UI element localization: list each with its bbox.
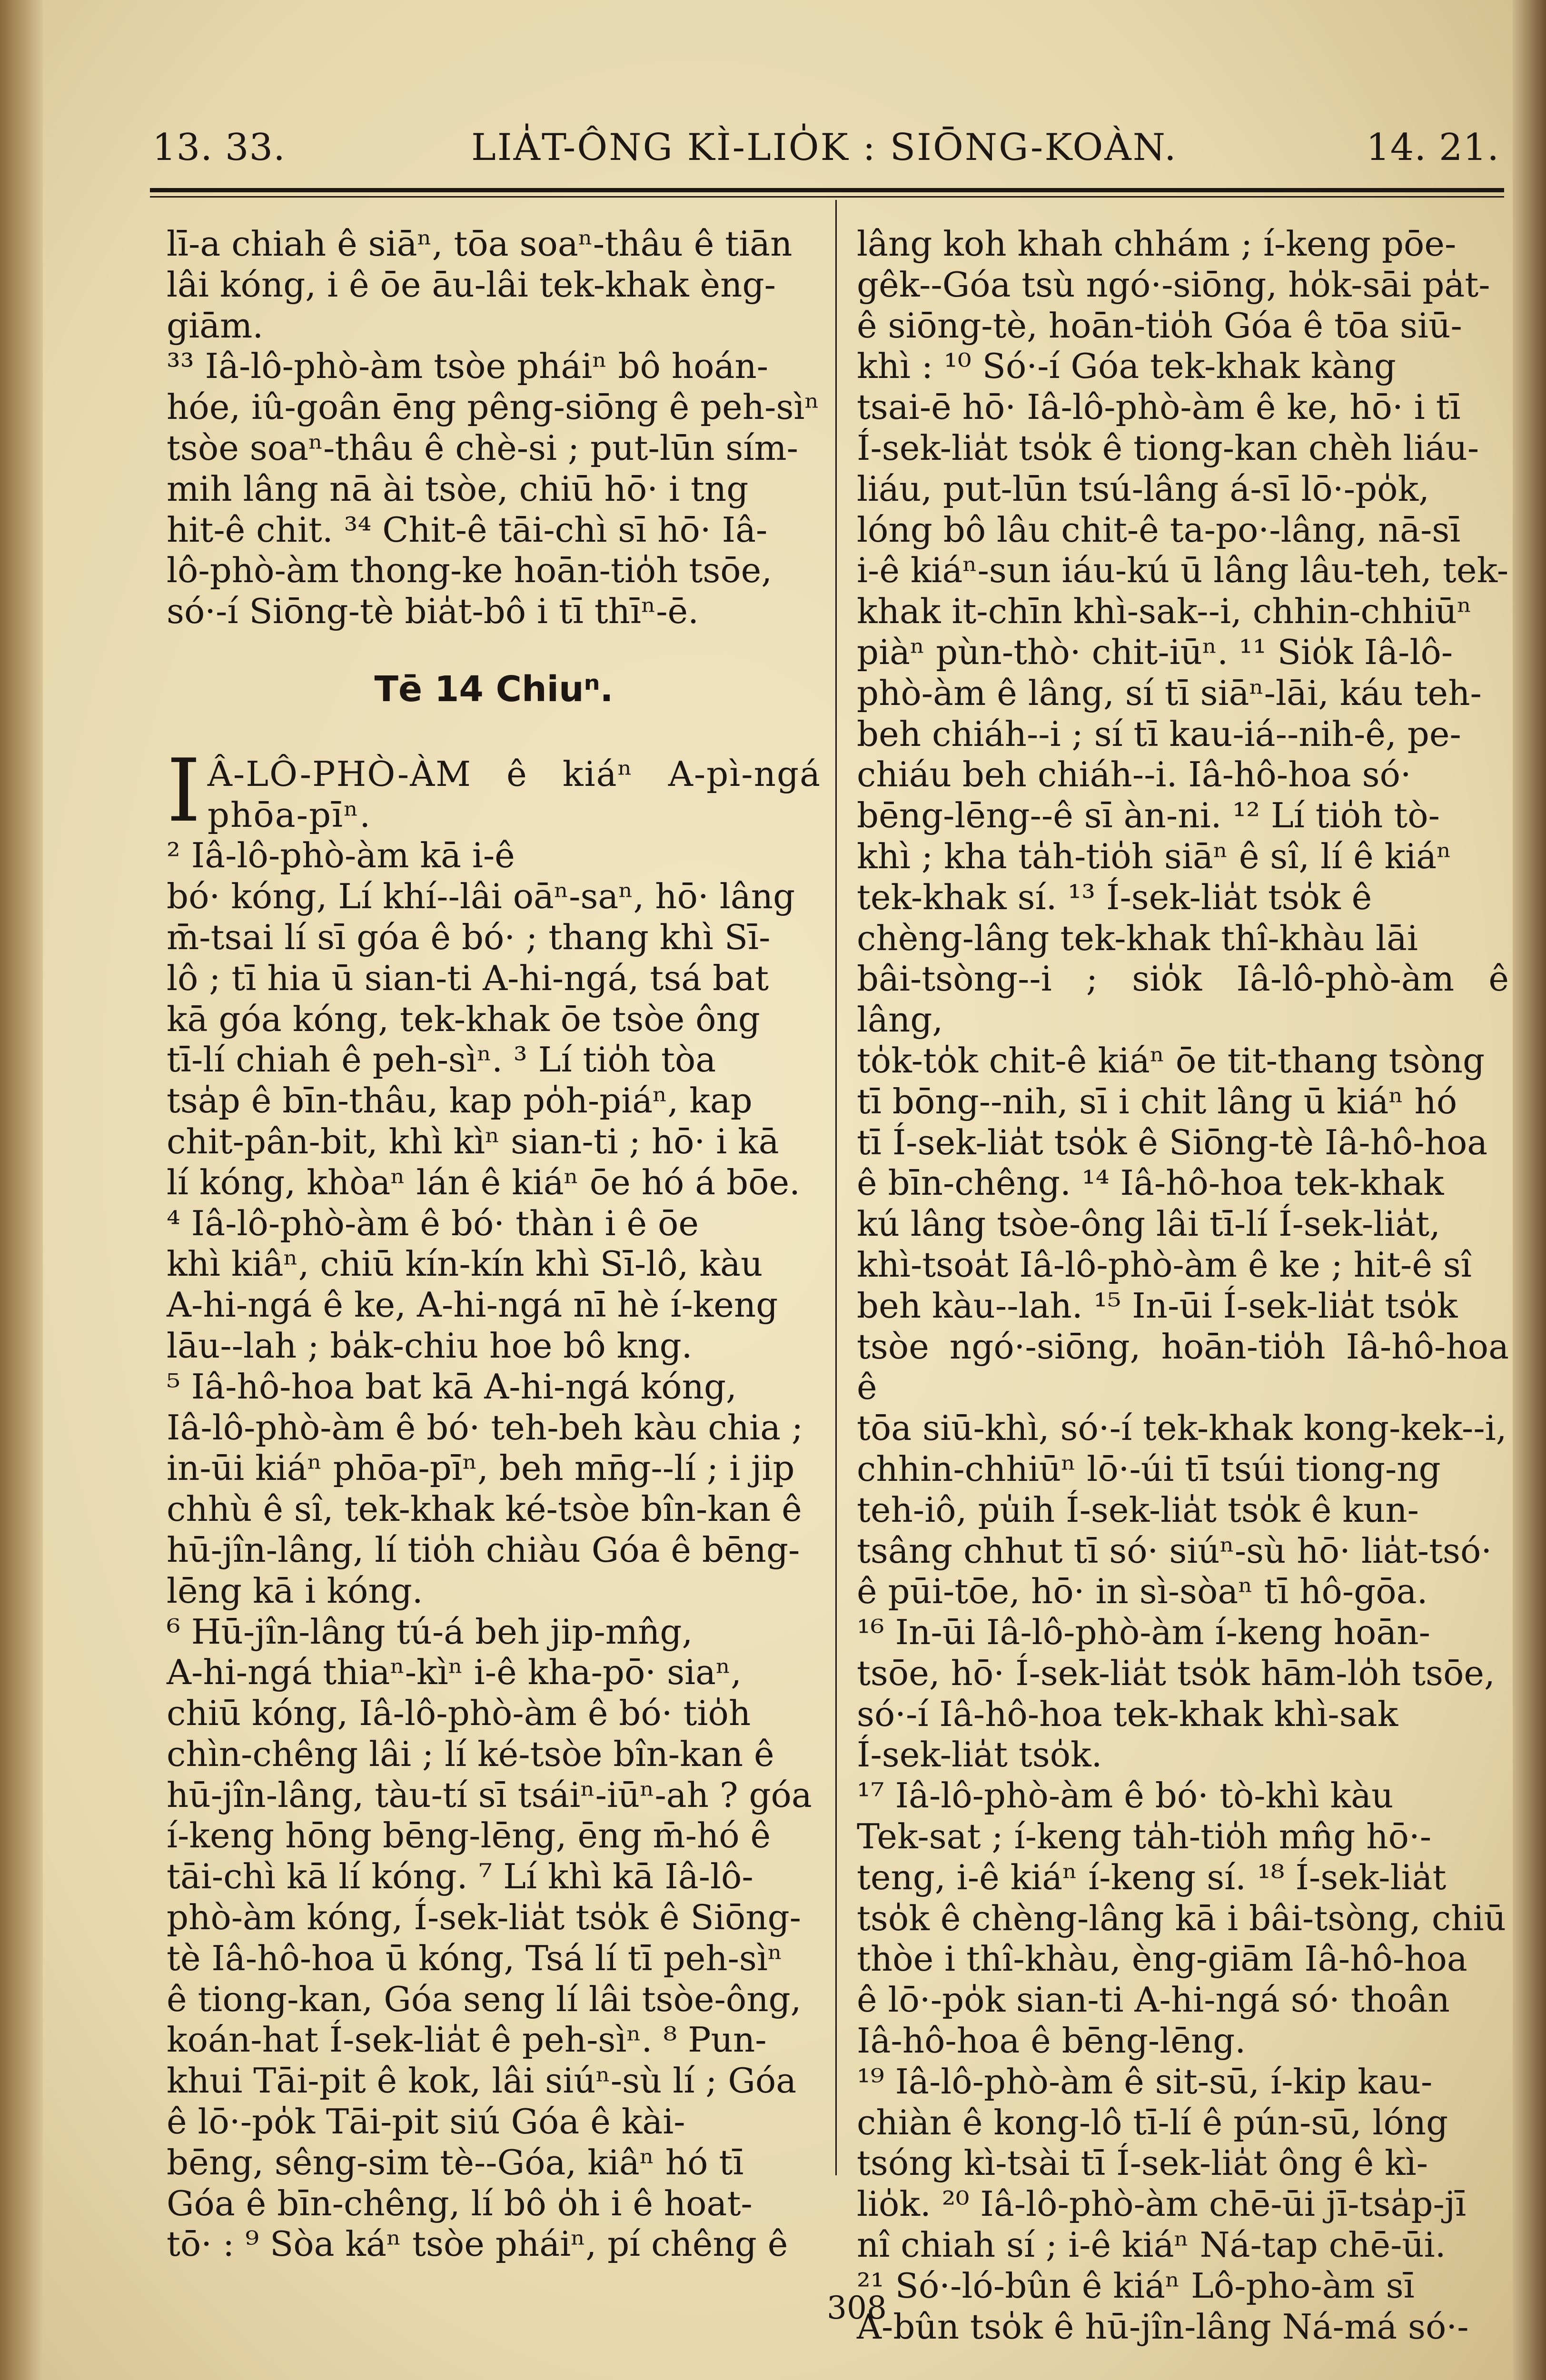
- text-line: bó· kóng, Lí khí--lâi oāⁿ-saⁿ, hō· lâng: [167, 876, 795, 917]
- text-line: hóe, iû-goân ēng pêng-siōng ê peh-sìⁿ: [167, 387, 820, 427]
- text-line: liáu, put-lūn tsú-lâng á-sī lō·-po̍k,: [857, 468, 1430, 509]
- text-line: beh kàu--lah. ¹⁵ In-ūi Í-sek-lia̍t tso̍k: [857, 1285, 1458, 1326]
- text-line: chiàn ê kong-lô tī-lí ê pún-sū, lóng: [857, 2102, 1448, 2142]
- left-top-verses: [167, 224, 821, 346]
- running-header: [152, 121, 1499, 178]
- text-line: lô-phò-àm thong-ke hoān-tio̍h tsōe,: [167, 550, 773, 591]
- header-rule-thick: [150, 188, 1504, 192]
- text-line: lāu--lah ; ba̍k-chiu hoe bô kng.: [167, 1325, 693, 1366]
- text-line: thòe i thî-khàu, èng-giām Iâ-hô-hoa: [857, 1939, 1467, 1979]
- text-line: khak it-chīn khì-sak--i, chhin-chhiūⁿ: [857, 591, 1472, 632]
- page-edge-right: [1513, 0, 1546, 2380]
- text-line: tsai-ē hō· Iâ-lô-phò-àm ê ke, hō· i tī: [857, 387, 1461, 427]
- text-line: ê lō·-po̍k sian-ti A-hi-ngá só· thoân: [857, 1980, 1450, 2020]
- text-line: tī-lí chiah ê peh-sìⁿ. ³ Lí tio̍h tòa: [167, 1040, 716, 1080]
- text-line: khì : ¹⁰ Só·-í Góa tek-khak kàng: [857, 346, 1396, 387]
- text-line: ê tiong-kan, Góa seng lí lâi tsòe-ông,: [167, 1979, 802, 2019]
- text-line: hit-ê chit. ³⁴ Chit-ê tāi-chì sī hō· Iâ-: [167, 509, 768, 550]
- text-line: kú lâng tsòe-ông lâi tī-lí Í-sek-lia̍t,: [857, 1204, 1440, 1244]
- text-line: nî chiah sí ; i-ê kiáⁿ Ná-tap chē-ūi.: [857, 2225, 1446, 2265]
- text-line: ⁵ Iâ-hô-hoa bat kā A-hi-ngá kóng,: [167, 1366, 737, 1407]
- text-line: to̍k-to̍k chit-ê kiáⁿ ōe tit-thang tsòng: [857, 1040, 1485, 1081]
- text-line: khì ; kha ta̍h-tio̍h siāⁿ ê sî, lí ê kiáⁿ: [857, 836, 1452, 876]
- page-number: 308: [827, 2290, 887, 2326]
- text-line: hū-jîn-lâng, tàu-tí sī tsáiⁿ-iūⁿ-ah ? góa: [167, 1775, 812, 1815]
- text-line: chìn-chêng lâi ; lí ké-tsòe bîn-kan ê: [167, 1734, 774, 1774]
- text-line: mih lâng nā ài tsòe, chiū hō· i tng: [167, 468, 749, 509]
- text-line: tō· : ⁹ Sòa káⁿ tsòe pháiⁿ, pí chêng ê: [167, 2224, 788, 2264]
- drop-cap: I: [167, 740, 201, 841]
- text-line: ²¹ Só·-ló-bûn ê kiáⁿ Lô-pho-àm sī: [857, 2265, 1415, 2306]
- text-line: lio̍k. ²⁰ Iâ-lô-phò-àm chē-ūi jī-tsa̍p-jī: [857, 2184, 1467, 2224]
- text-line: tāi-chì kā lí kóng. ⁷ Lí khì kā Iâ-lô-: [167, 1856, 753, 1897]
- text-line: bēng-lēng--ê sī àn-ni. ¹² Lí tio̍h tò-: [857, 795, 1440, 836]
- text-line: só·-í Siōng-tè bia̍t-bô i tī thīⁿ-ē.: [167, 591, 699, 632]
- text-line: ² Iâ-lô-phò-àm kā i-ê: [167, 835, 515, 876]
- text-line: só·-í Iâ-hô-hoa tek-khak khì-sak: [857, 1694, 1398, 1734]
- text-line: bâi-tsòng--i ; sio̍k Iâ-lô-phò-àm ê lâng,: [857, 959, 1509, 1040]
- text-line: tsòe soaⁿ-thâu ê chè-si ; put-lūn sím-: [167, 427, 799, 468]
- header-rule-thin: [150, 196, 1504, 198]
- text-line: ³³ Iâ-lô-phò-àm tsòe pháiⁿ bô hoán-: [167, 346, 769, 387]
- text-line: chhù ê sî, tek-khak ké-tsòe bîn-kan ê: [167, 1489, 802, 1529]
- text-line: Iâ-lô-phò-àm ê bó· teh-beh kàu chia ;: [167, 1407, 803, 1448]
- text-line: ê pūi-tōe, hō· in sì-sòaⁿ tī hô-gōa.: [857, 1571, 1428, 1612]
- text-line: Iâ-hô-hoa ê bēng-lēng.: [857, 2021, 1246, 2061]
- text-line: tsóng kì-tsài tī Í-sek-lia̍t ông ê kì-: [857, 2143, 1428, 2183]
- text-line: tī bōng--nih, sī i chit lâng ū kiáⁿ hó: [857, 1081, 1457, 1121]
- header-right-reference: 14. 21.: [1366, 126, 1499, 169]
- text-line: phò-àm kóng, Í-sek-lia̍t tso̍k ê Siōng-: [167, 1897, 801, 1938]
- text-line: Í-sek-lia̍t tso̍k.: [857, 1735, 1102, 1775]
- text-line: lâng koh khah chhám ; í-keng pōe-: [857, 224, 1457, 264]
- text-line: tsâng chhut tī só· siúⁿ-sù hō· lia̍t-tsó·: [857, 1530, 1492, 1571]
- text-line: A-bûn tso̍k ê hū-jîn-lâng Ná-má só·-: [857, 2306, 1469, 2347]
- chapter-opening-text: Â-LÔ-PHÒ-ÀM ê kiáⁿ A-pì-ngá phōa-pīⁿ.: [207, 754, 821, 835]
- text-line: lí kóng, khòaⁿ lán ê kiáⁿ ōe hó á bōe.: [167, 1162, 800, 1202]
- text-line: khì kiâⁿ, chiū kín-kín khì Sī-lô, kàu: [167, 1244, 763, 1284]
- column-divider: [835, 200, 837, 2175]
- text-line: A-hi-ngá thiaⁿ-kìⁿ i-ê kha-pō· siaⁿ,: [167, 1652, 742, 1693]
- text-line: ⁶ Hū-jîn-lâng tú-á beh jip-mn̂g,: [167, 1611, 693, 1652]
- text-line: tī Í-sek-lia̍t tso̍k ê Siōng-tè Iâ-hô-hoa: [857, 1122, 1488, 1162]
- text-line: teng, i-ê kiáⁿ í-keng sí. ¹⁸ Í-sek-lia̍t: [857, 1857, 1447, 1897]
- left-column: [167, 224, 821, 2265]
- text-line: ê bīn-chêng. ¹⁴ Iâ-hô-hoa tek-khak: [857, 1163, 1444, 1203]
- text-line: lēng kā i kóng.: [167, 1570, 423, 1611]
- text-line: tsòe ngó·-siōng, hoān-tio̍h Iâ-hô-hoa ê: [857, 1326, 1509, 1408]
- text-line: chèng-lâng tek-khak thî-khàu lāi: [857, 918, 1418, 958]
- text-line: in-ūi kiáⁿ phōa-pīⁿ, beh mn̄g--lí ; i jip: [167, 1448, 795, 1488]
- text-line: tek-khak sí. ¹³ Í-sek-lia̍t tso̍k ê: [857, 877, 1372, 917]
- page-edge-left: [0, 0, 43, 2380]
- text-line: piàⁿ pùn-thò· chit-iūⁿ. ¹¹ Sio̍k Iâ-lô-: [857, 632, 1453, 672]
- header-title: LIA̍T-ÔNG KÌ-LIO̍K : SIŌNG-KOÀN.: [471, 126, 1178, 169]
- text-line: ⁴ Iâ-lô-phò-àm ê bó· thàn i ê ōe: [167, 1203, 699, 1243]
- text-line: khui Tāi-pit ê kok, lâi siúⁿ-sù lí ; Góa: [167, 2061, 797, 2101]
- text-line: koán-hat Í-sek-lia̍t ê peh-sìⁿ. ⁸ Pun-: [167, 2020, 767, 2060]
- text-line: lóng bô lâu chit-ê ta-po·-lâng, nā-sī: [857, 509, 1461, 550]
- text-line: tsōe, hō· Í-sek-lia̍t tso̍k hām-lo̍h tsōe,: [857, 1653, 1495, 1693]
- text-line: ¹⁹ Iâ-lô-phò-àm ê sit-sū, í-kip kau-: [857, 2061, 1433, 2102]
- text-line: ê siōng-tè, hoān-tio̍h Góa ê tōa siū-: [857, 305, 1462, 346]
- text-line: kā góa kóng, tek-khak ōe tsòe ông: [167, 999, 760, 1039]
- text-line: giām.: [167, 305, 264, 346]
- text-line: hū-jîn-lâng, lí tio̍h chiàu Góa ê bēng-: [167, 1529, 800, 1570]
- chapter-opening: [167, 740, 821, 841]
- text-line: A-hi-ngá ê ke, A-hi-ngá nī hè í-keng: [167, 1285, 778, 1325]
- text-line: Tek-sat ; í-keng ta̍h-tio̍h mn̂g hō·-: [857, 1816, 1432, 1857]
- text-line: tso̍k ê chèng-lâng kā i bâi-tsòng, chiū: [857, 1898, 1506, 1938]
- text-line: phò-àm ê lâng, sí tī siāⁿ-lāi, káu teh-: [857, 673, 1482, 713]
- text-line: tè Iâ-hô-hoa ū kóng, Tsá lí tī peh-sìⁿ: [167, 1938, 783, 1978]
- chapter-heading: Tē 14 Chiuⁿ.: [374, 668, 614, 710]
- text-line: chiáu beh chiáh--i. Iâ-hô-hoa só·: [857, 754, 1411, 795]
- text-line: ¹⁷ Iâ-lô-phò-àm ê bó· tò-khì kàu: [857, 1775, 1394, 1816]
- text-line: ê lō·-po̍k Tāi-pit siú Góa ê kài-: [167, 2102, 685, 2142]
- right-column: [857, 224, 1509, 2347]
- verses-13-33-34: [167, 346, 821, 632]
- text-line: bēng, sêng-sim tè--Góa, kiâⁿ hó tī: [167, 2142, 744, 2182]
- text-line: beh chiáh--i ; sí tī kau-iá--nih-ê, pe-: [857, 714, 1461, 754]
- chapter-14-body-left: [167, 835, 821, 2265]
- text-line: chit-pân-bit, khì kìⁿ sian-ti ; hō· i kā: [167, 1121, 779, 1161]
- text-line: teh-iô, pu̍ih Í-sek-lia̍t tso̍k ê kun-: [857, 1489, 1419, 1530]
- text-line: khì-tsoa̍t Iâ-lô-phò-àm ê ke ; hit-ê sî: [857, 1244, 1472, 1285]
- text-line: lī-a chiah ê siāⁿ, tōa soaⁿ-thâu ê tiān: [167, 224, 793, 264]
- text-line: tōa siū-khì, só·-í tek-khak kong-kek--i,: [857, 1408, 1507, 1448]
- text-line: chiū kóng, Iâ-lô-phò-àm ê bó· tio̍h: [167, 1693, 751, 1734]
- text-line: lô ; tī hia ū sian-ti A-hi-ngá, tsá bat: [167, 958, 769, 998]
- text-line: ¹⁶ In-ūi Iâ-lô-phò-àm í-keng hoān-: [857, 1612, 1430, 1653]
- text-line: i-ê kiáⁿ-sun iáu-kú ū lâng lâu-teh, tek-: [857, 550, 1509, 591]
- text-line: Góa ê bīn-chêng, lí bô o̍h i ê hoat-: [167, 2183, 753, 2223]
- text-line: m̄-tsai lí sī góa ê bó· ; thang khì Sī-: [167, 917, 771, 957]
- text-line: gêk--Góa tsù ngó·-siōng, ho̍k-sāi pa̍t-: [857, 264, 1490, 305]
- header-left-reference: 13. 33.: [152, 126, 286, 169]
- text-line: í-keng hōng bēng-lēng, ēng m̄-hó ê: [167, 1815, 771, 1856]
- text-line: chhin-chhiūⁿ lō·-úi tī tsúi tiong-ng: [857, 1448, 1441, 1489]
- text-line: Í-sek-lia̍t tso̍k ê tiong-kan chèh liáu-: [857, 427, 1479, 468]
- text-line: lâi kóng, i ê ōe āu-lâi tek-khak èng-: [167, 264, 776, 305]
- text-line: tsa̍p ê bīn-thâu, kap po̍h-piáⁿ, kap: [167, 1081, 753, 1121]
